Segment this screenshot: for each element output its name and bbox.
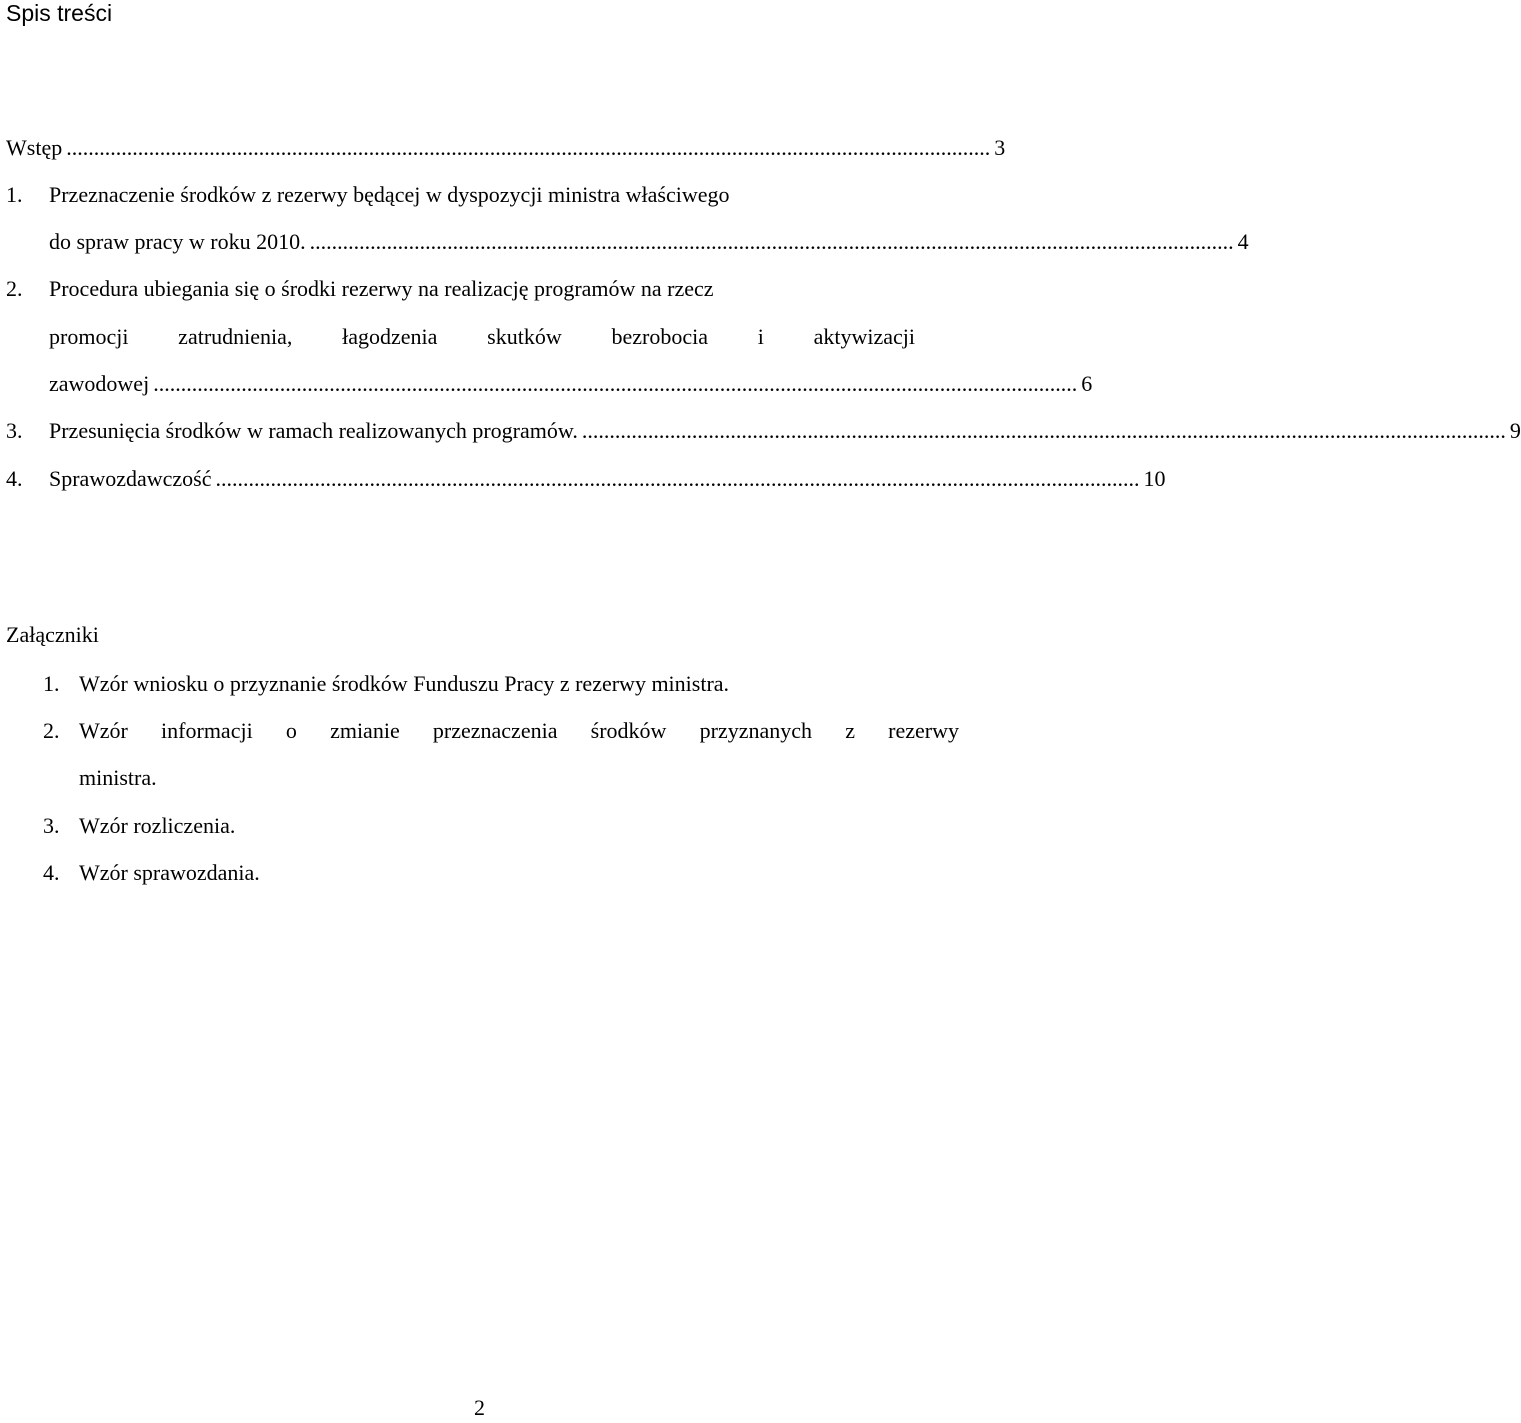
toc-page-number: 3 xyxy=(994,135,1006,160)
attachment-number: 4. xyxy=(43,860,60,885)
toc-leader-dots: ........................................................................................................................................................................ xyxy=(581,418,1506,443)
page-number: 2 xyxy=(474,1395,485,1420)
toc-entry-label: Sprawozdawczość xyxy=(49,466,212,491)
toc-entry-number: 3. xyxy=(6,418,23,443)
attachment-label: Wzór sprawozdania. xyxy=(79,860,260,885)
attachment-number: 1. xyxy=(43,671,60,696)
attachment-number: 2. xyxy=(43,718,60,743)
toc-entry-label-cont: do spraw pracy w roku 2010. xyxy=(49,229,306,254)
toc-entry-intro[interactable] xyxy=(6,133,1006,163)
attachments-heading: Załączniki xyxy=(6,622,99,647)
toc-entry-number: 4. xyxy=(6,466,23,491)
toc-leader-dots: ........................................................................................................................................................................ xyxy=(66,135,991,160)
attachment-label: Wzór rozliczenia. xyxy=(79,813,236,838)
toc-entry-label-cont: zawodowej xyxy=(49,371,150,396)
toc-page-number: 4 xyxy=(1237,229,1249,254)
attachment-label: Wzór wniosku o przyznanie środków Funduszu Pracy z rezerwy ministra. xyxy=(79,671,730,696)
attachment-label: Wzór informacji o zmianie przeznaczenia środków przyznanych z rezerwy xyxy=(79,718,959,743)
toc-page-number: 9 xyxy=(1509,418,1521,443)
toc-entry-number: 1. xyxy=(6,182,23,207)
toc-leader-dots: ........................................................................................................................................................................ xyxy=(309,229,1234,254)
toc-page-number: 10 xyxy=(1143,466,1166,491)
toc-page-number: 6 xyxy=(1081,371,1093,396)
toc-entry-label-cont: promocji zatrudnienia, łagodzenia skutków bezrobocia i aktywizacji xyxy=(49,324,915,349)
attachment-number: 3. xyxy=(43,813,60,838)
toc-entry-label: Procedura ubiegania się o środki rezerwy na realizację programów na rzecz xyxy=(49,276,714,301)
toc-entry-number: 2. xyxy=(6,276,23,301)
toc-entry-label: Wstęp xyxy=(6,135,63,160)
toc-leader-dots: ........................................................................................................................................................................ xyxy=(215,466,1140,491)
attachment-label-cont: ministra. xyxy=(79,765,157,790)
page-title: Spis treści xyxy=(6,0,113,26)
toc-entry-label: Przeznaczenie środków z rezerwy będącej w dyspozycji ministra właściwego xyxy=(49,182,730,207)
toc-leader-dots: ........................................................................................................................................................................ xyxy=(153,371,1078,396)
toc-entry-label: Przesunięcia środków w ramach realizowanych programów. xyxy=(49,418,578,443)
